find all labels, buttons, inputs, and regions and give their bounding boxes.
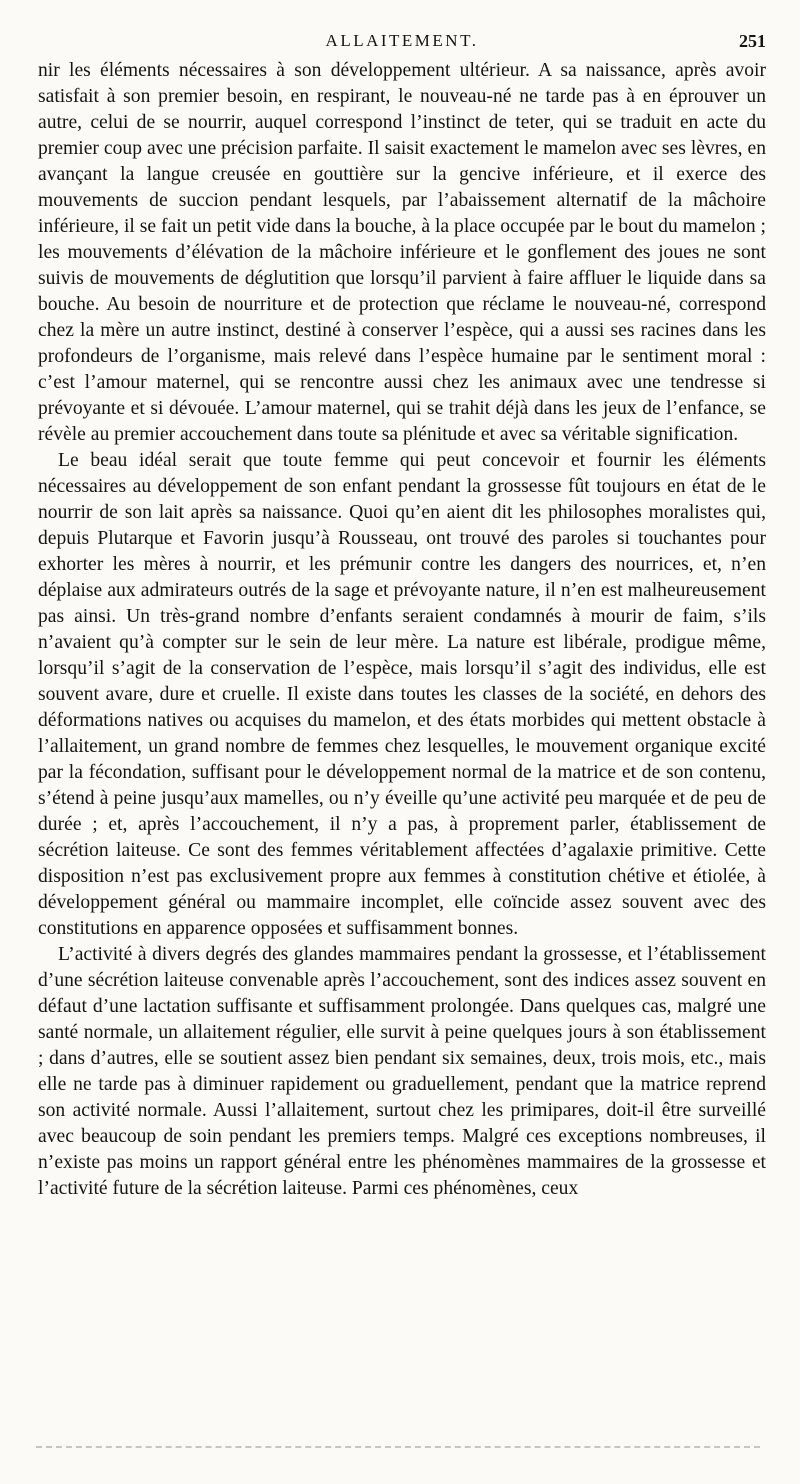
footer-rule bbox=[36, 1446, 760, 1448]
paragraph-2: Le beau idéal serait que toute femme qui peut concevoir et fournir les éléments nécessaires au développement de son enfant pendant la grossesse fût toujours en état de le nourrir de son lait après sa naissance. Quoi qu’en aient dit les philosophes moralistes qui, depuis Plutarque et Favorin jusqu’à Rousseau, ont trouvé des paroles si touchantes pour exhorter les mères à nourrir, et les prémunir contre les dangers des nourrices, et, n’en déplaise aux admirateurs outrés de la sage et prévoyante nature, il n’en est malheureusement pas ainsi. Un très-grand nombre d’enfants seraient condamnés à mourir de faim, s’ils n’avaient qu’à compter sur le sein de leur mère. La nature est libérale, prodigue même, lorsqu’il s’agit de la conservation de l’espèce, mais lorsqu’il s’agit des individus, elle est souvent avare, dure et cruelle. Il existe dans toutes les classes de la société, en dehors des déformations natives ou acquises du mamelon, et des états morbides qui mettent obstacle à l’allaitement, un grand nombre de femmes chez lesquelles, le mouvement organique excité par la fécondation, suffisant pour le développement normal de la matrice et de son contenu, s’étend à peine jusqu’aux mamelles, ou n’y éveille qu’une activité peu marquée et de peu de durée ; et, après l’accouchement, il n’y a pas, à proprement parler, établissement de sécrétion laiteuse. Ce sont des femmes véritablement affectées d’agalaxie primitive. Cette disposition n’est pas exclusivement propre aux femmes à constitution chétive et étiolée, à développement général ou mammaire incomplet, elle coïncide assez souvent avec des constitutions en apparence opposées et suffisamment bonnes. bbox=[38, 450, 766, 939]
page-number: 251 bbox=[739, 31, 766, 51]
paragraph-1: nir les éléments nécessaires à son développement ultérieur. A sa naissance, après avoir satisfait à son premier besoin, en respirant, le nouveau-né ne tarde pas à en éprouver un autre, celui de se nourrir, auquel correspond l’instinct de teter, qui se traduit en acte du premier coup avec une précision parfaite. Il saisit exactement le mamelon avec ses lèvres, en avançant la langue creusée en gouttière sur la gencive inférieure, et il exerce des mouvements de succion pendant lesquels, par l’abaissement alternatif de la mâchoire inférieure, il se fait un petit vide dans la bouche, à la place occupée par le bout du mamelon ; les mouvements d’élévation de la mâchoire inférieure et le gonflement des joues ne sont suivis de mouvements de déglutition que lorsqu’il parvient à faire affluer le liquide dans sa bouche. Au besoin de nourriture et de protection que réclame le nouveau-né, correspond chez la mère un autre instinct, destiné à conserver l’espèce, qui a aussi ses racines dans les profondeurs de l’organisme, mais relevé dans l’espèce humaine par le sentiment moral : c’est l’amour maternel, qui se rencontre aussi chez les animaux avec une tendresse si prévoyante et si dévouée. L’amour maternel, qui se trahit déjà dans les jeux de l’enfance, se révèle au premier accouchement dans toute sa plénitude et avec sa véritable signification. bbox=[38, 60, 766, 445]
paragraph-3: L’activité à divers degrés des glandes mammaires pendant la grossesse, et l’établissement d’une sécrétion laiteuse convenable après l’accouchement, sont des indices assez souvent en défaut d’une lactation suffisante et suffisamment prolongée. Dans quelques cas, malgré une santé normale, un allaitement régulier, elle survit à peine quelques jours à son établissement ; dans d’autres, elle se soutient assez bien pendant six semaines, deux, trois mois, etc., mais elle ne tarde pas à diminuer rapidement ou graduellement, pendant que la matrice reprend son activité normale. Aussi l’allaitement, surtout chez les primipares, doit-il être surveillé avec beaucoup de soin pendant les premiers temps. Malgré ces exceptions nombreuses, il n’existe pas moins un rapport général entre les phénomènes mammaires de la grossesse et l’activité future de la sécrétion laiteuse. Parmi ces phénomènes, ceux bbox=[38, 944, 766, 1199]
page-header bbox=[38, 28, 766, 58]
body-text bbox=[38, 58, 766, 1202]
running-title: ALLAITEMENT. bbox=[325, 31, 479, 50]
